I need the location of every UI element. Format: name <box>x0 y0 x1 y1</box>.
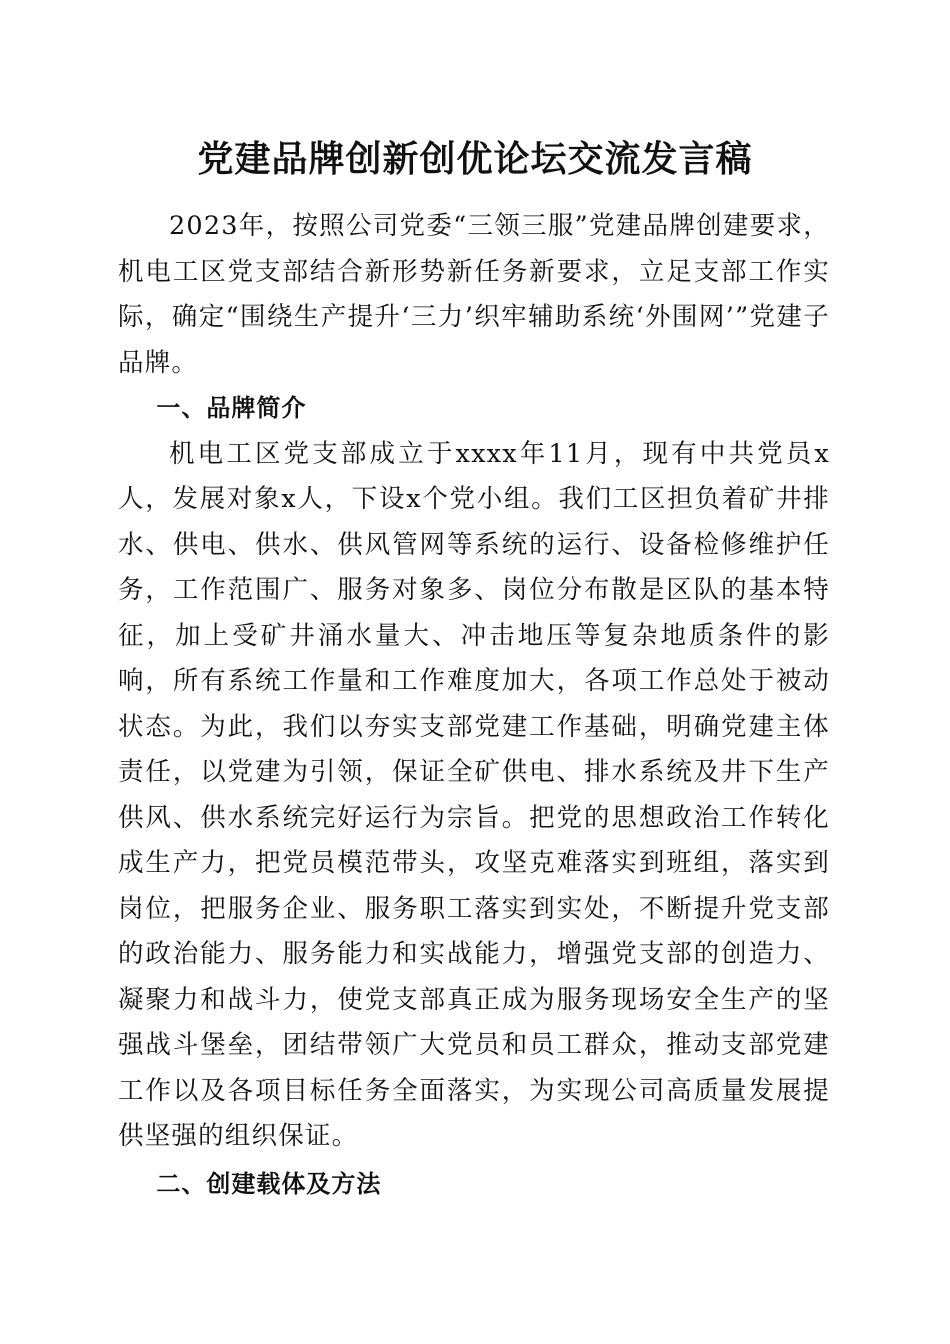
section-heading-carrier-methods: 二、创建载体及方法 <box>156 1169 382 1198</box>
intro-paragraph: 2023年，按照公司党委“三领三服”党建品牌创建要求，机电工区党支部结合新形势新任务新要求，立足支部工作实际，确定“围绕生产提升‘三力’织牢辅助系统‘外围网’”党建子品牌。 <box>118 211 830 378</box>
document-title: 党建品牌创新创优论坛交流发言稿 <box>197 138 753 180</box>
document-body <box>118 204 830 1207</box>
section-heading-brand-intro: 一、品牌简介 <box>156 394 307 422</box>
brand-intro-paragraph: 机电工区党支部成立于xxxx年11月，现有中共党员x人，发展对象x人，下设x个党小组。我们工区担负着矿井排水、供电、供水、供风管网等系统的运行、设备检修维护任务，工作范围广、服务对象多、岗位分布散是区队的基本特征，加上受矿井涌水量大、冲击地压等复杂地质条件的影响，所有系统工作量和工作难度加大，各项工作总处于被动状态。为此，我们以夯实支部党建工作基础，明确党建主体责任，以党建为引领，保证全矿供电、排水系统及井下生产供风、供水系统完好运行为宗旨。把党的思想政治工作转化成生产力，把党员模范带头，攻坚克难落实到班组，落实到岗位，把服务企业、服务职工落实到实处，不断提升党支部的政治能力、服务能力和实战能力，增强党支部的创造力、凝聚力和战斗力，使党支部真正成为服务现场安全生产的坚强战斗堡垒，团结带领广大党员和员工群众，推动支部党建工作以及各项目标任务全面落实，为实现公司高质量发展提供坚强的组织保证。 <box>118 438 830 1151</box>
